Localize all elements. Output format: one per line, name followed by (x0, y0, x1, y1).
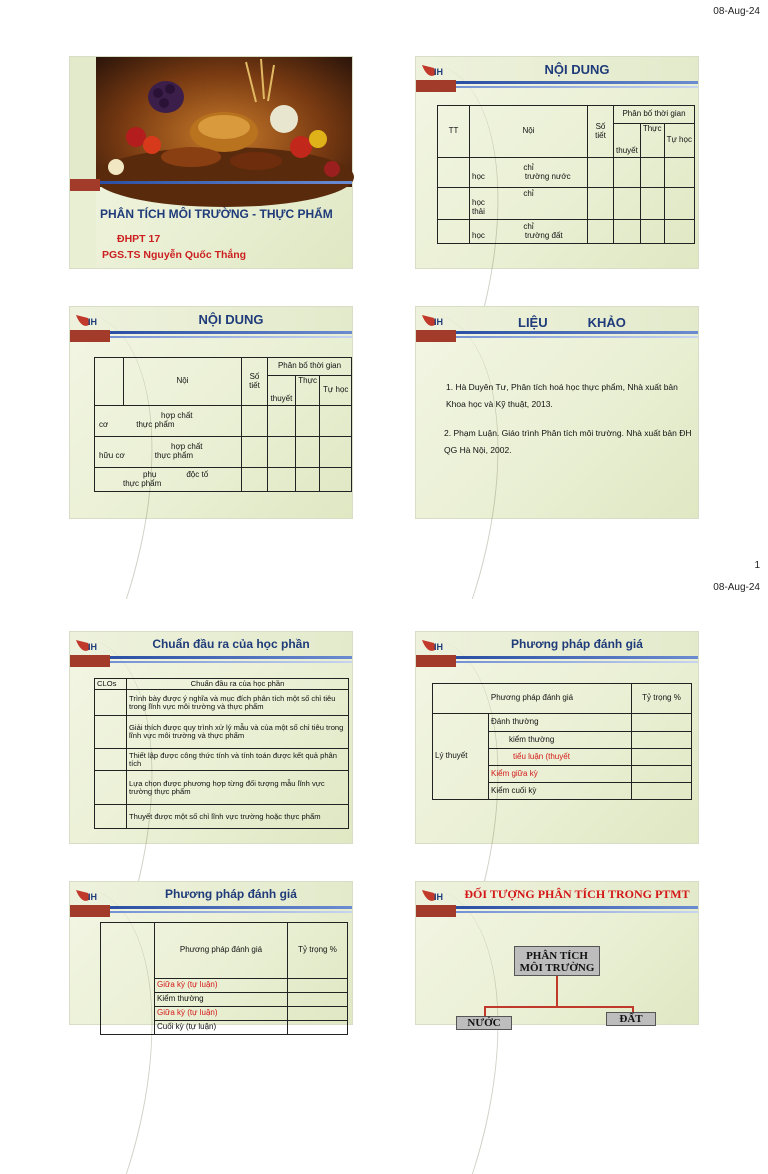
table-row: Kiểm thường (101, 993, 348, 1007)
table-row: Kiểm giữa kỳ (433, 766, 692, 783)
assessment-table: Phương pháp đánh giá Tỷ trọng % Lý thuyết Đánh thường kiểm thường tiểu luận (thuyết Kiểm giữa kỳ Kiểm cuối kỳ (432, 683, 692, 800)
svg-text:IH: IH (88, 892, 97, 902)
slide-title: NỘI DUNG (198, 312, 264, 327)
slide-title: Chuẩn đầu ra của học phần (152, 637, 310, 651)
university-logo-icon (420, 62, 450, 80)
assessment-table: Phương pháp đánh giá Tỷ trọng % Giữa kỳ (tự luận) Kiểm thường Giữa kỳ (tự luận) Cuối kỳ (tự luận) (100, 922, 348, 1035)
table-row: Lý thuyết Đánh thường (433, 714, 692, 732)
svg-text:IH: IH (434, 892, 443, 902)
table-row: Lựa chọn được phương hợp từng đối tượng mẫu lĩnh vực trường thực phẩm (95, 771, 349, 805)
university-logo-icon (420, 637, 450, 655)
slide-learning-outcomes[interactable] (70, 632, 352, 843)
slide-contents-1[interactable] (416, 57, 698, 268)
page-date: 08-Aug-24 (713, 582, 760, 593)
page-number: 1 (754, 560, 760, 571)
table-row: chỉ học trường đất (438, 220, 695, 244)
table-row: chỉ học thải (438, 188, 695, 220)
slide-title: NỘI DUNG (544, 62, 610, 77)
slide-assessment-1[interactable] (416, 632, 698, 843)
table-row: kiểm thường (433, 732, 692, 749)
contents-table: TT Nội Số tiết Phân bố thời gian thuyết Thực Tự học chỉ học trường nước chỉ học thải chỉ học trường đất (437, 105, 695, 244)
list-item: 2. Phạm Luận. Giáo trình Phân tích môi trường. Nhà xuất bản ĐH QG Hà Nội, 2002. (444, 428, 692, 455)
diagram-root-node: PHÂN TÍCH MÔI TRƯỜNG (514, 946, 600, 976)
slide-title: Phương pháp đánh giá (511, 637, 643, 651)
course-code: ĐHPT 17 (117, 233, 161, 245)
slide-contents-2[interactable] (70, 307, 352, 518)
food-photo (96, 57, 352, 187)
table-row: Thuyết được một số chỉ lĩnh vực trường hoặc thực phẩm (95, 805, 349, 829)
university-logo-icon (420, 312, 450, 330)
table-row: chỉ học trường nước (438, 158, 695, 188)
slide-title: Phương pháp đánh giá (165, 887, 297, 901)
table-row: Giữa kỳ (tự luận) (101, 1007, 348, 1021)
table-row: Trình bày được ý nghĩa và mục đích phân tích một số chỉ tiêu trong lĩnh vực môi trường và thực phẩm (95, 690, 349, 716)
svg-text:IH: IH (88, 317, 97, 327)
slide-assessment-2[interactable] (70, 882, 352, 1032)
page-date: 08-Aug-24 (713, 6, 760, 17)
clo-table: CLOs Chuẩn đầu ra của học phần Trình bày được ý nghĩa và mục đích phân tích một số chỉ tiêu trong lĩnh vực môi trường và thực phẩm Giải thích được quy trình xử lý mẫu và của một số chỉ tiêu trong lĩnh vực môi trường và thực phẩm Thiết lập được công thức tính và tính toán được kết quả phân tích Lựa chọn được phương hợp từng đối tượng mẫu lĩnh vực trường thực phẩm Thuyết được một số chỉ lĩnh vực trường hoặc thực phẩm (94, 678, 349, 829)
table-row: Giữa kỳ (tự luận) (101, 979, 348, 993)
svg-text:IH: IH (88, 642, 97, 652)
svg-text:IH: IH (434, 317, 443, 327)
slide-title: LIỆU KHẢO (518, 315, 626, 330)
author-name: PGS.TS Nguyễn Quốc Thắng (102, 249, 247, 261)
diagram-node-soil: ĐẤT (606, 1012, 656, 1026)
table-row: Giải thích được quy trình xử lý mẫu và của một số chỉ tiêu trong lĩnh vực môi trường và thực phẩm (95, 716, 349, 749)
table-row: hợp chất hữu cơ thực phẩm (95, 437, 352, 468)
svg-text:IH: IH (434, 67, 443, 77)
contents-table: Nội Số tiết Phân bố thời gian thuyết Thực Tự học hợp chất cơ thực phẩm hợp chất hữu cơ thực phẩm phụ độc tố thực phẩm (94, 357, 352, 492)
slide-title: ĐỐI TƯỢNG PHÂN TÍCH TRONG PTMT (464, 887, 690, 901)
svg-text:IH: IH (434, 642, 443, 652)
university-logo-icon (74, 637, 104, 655)
table-row: tiểu luận (thuyết (433, 749, 692, 766)
slide-cover[interactable] (70, 57, 352, 268)
diagram-node-water: NƯỚC (456, 1016, 512, 1030)
cover-title: PHÂN TÍCH MÔI TRƯỜNG - THỰC PHẨM (100, 207, 333, 221)
university-logo-icon (74, 887, 104, 905)
table-row: Thiết lập được công thức tính và tính toán được kết quả phân tích (95, 749, 349, 771)
table-row: Kiểm cuối kỳ (433, 783, 692, 800)
university-logo-icon (74, 312, 104, 330)
slide-analysis-objects[interactable] (416, 882, 698, 1029)
university-logo-icon (420, 887, 450, 905)
reference-list (442, 379, 692, 459)
table-row: phụ độc tố thực phẩm (95, 468, 352, 492)
table-row: Cuối kỳ (tự luận) (101, 1021, 348, 1035)
slide-references[interactable] (416, 307, 698, 518)
table-row: hợp chất cơ thực phẩm (95, 406, 352, 437)
list-item: 1. Hà Duyên Tư, Phân tích hoá học thực phẩm, Nhà xuất bản Khoa học và Kỹ thuật, 2013. (446, 382, 678, 409)
